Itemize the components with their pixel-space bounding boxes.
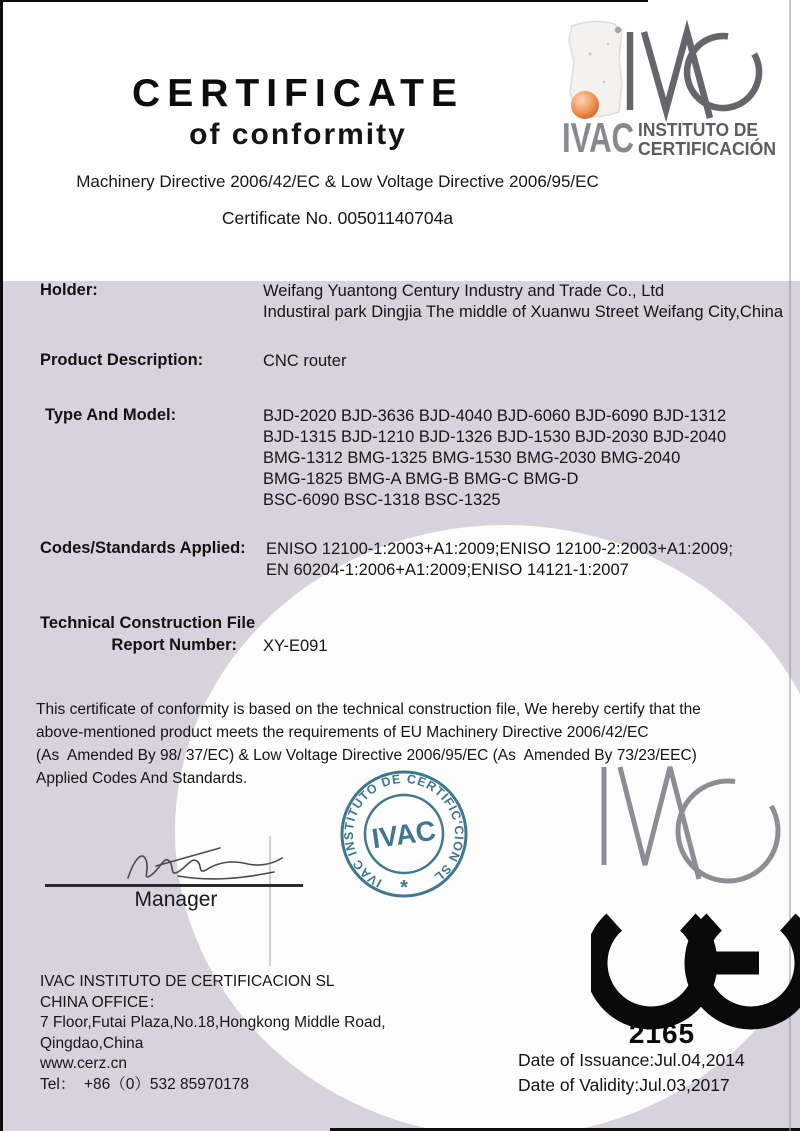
type-model-line-5: BSC-6090 BSC-1318 BSC-1325 <box>263 491 501 509</box>
office-line-6: Tel： +86（0）532 85970178 <box>40 1075 249 1093</box>
office-line-5: www.cerz.cn <box>40 1055 127 1072</box>
codes-line-2: EN 60204-1:2006+A1:2009;ENISO 14121-1:2007 <box>266 561 629 579</box>
ce-mark-icon <box>591 888 800 1038</box>
logo-name: IVAC <box>562 114 634 161</box>
tcf-report-number: XY-E091 <box>263 637 328 655</box>
office-line-2: CHINA OFFICE： <box>40 993 165 1011</box>
tcf-label-line1: Technical Construction File <box>40 614 256 632</box>
holder-label: Holder: <box>40 281 98 299</box>
ivc-monogram-icon <box>630 32 759 118</box>
codes-standards-value <box>266 539 733 581</box>
product-description-label: Product Description: <box>40 351 204 369</box>
signature-line <box>45 884 303 887</box>
scan-edge-left <box>0 0 3 1131</box>
statement-line-1: This certificate of conformity is based on the technical construction file, We hereby certify that the <box>36 701 701 718</box>
validity-dates <box>518 1048 745 1098</box>
holder-value <box>263 281 783 323</box>
codes-standards-label: Codes/Standards Applied: <box>40 539 246 557</box>
ivc-watermark-icon <box>590 753 800 888</box>
date-of-issuance: Date of Issuance:Jul.04,2014 <box>518 1050 745 1070</box>
page-subtitle: of conformity <box>189 118 407 151</box>
page-title: CERTIFICATE <box>132 72 464 115</box>
ivac-stamp-icon <box>334 764 474 904</box>
notified-body-number: 2165 <box>628 1018 696 1049</box>
statement-line-4: Applied Codes And Standards. <box>36 770 248 787</box>
stamp-star: * <box>400 877 408 899</box>
tcf-label-line2: Report Number: <box>111 636 237 654</box>
stamp-ring-text: IVAC INSTITUTO DE CERTIFIC'CION SL <box>341 771 467 891</box>
type-model-label: Type And Model: <box>45 406 177 424</box>
signature-icon <box>120 832 320 892</box>
logo-org-line1: INSTITUTO DE <box>638 120 758 140</box>
statement-line-3: (As Amended By 98/ 37/EC) & Low Voltage Directive 2006/95/EC (As Amended By 73/23/EEC) <box>36 747 697 764</box>
statement-line-2: above-mentioned product meets the requirements of EU Machinery Directive 2006/42/EC <box>36 724 649 741</box>
type-model-line-2: BJD-1315 BJD-1210 BJD-1326 BJD-1530 BJD-2030 BJD-2040 <box>263 428 727 446</box>
type-model-line-1: BJD-2020 BJD-3636 BJD-4040 BJD-6060 BJD-6090 BJD-1312 <box>263 407 727 425</box>
type-model-line-4: BMG-1825 BMG-A BMG-B BMG-C BMG-D <box>263 470 579 488</box>
type-model-value <box>263 406 726 511</box>
stamp-center-text: IVAC <box>369 814 439 855</box>
product-description-value: CNC router <box>263 352 347 370</box>
directives-line: Machinery Directive 2006/42/EC & Low Voltage Directive 2006/95/EC <box>76 172 599 191</box>
codes-line-1: ENISO 12100-1:2003+A1:2009;ENISO 12100-2:2003+A1:2009; <box>266 540 733 558</box>
signatory-role: Manager <box>134 888 218 911</box>
holder-line-1: Weifang Yuantong Century Industry and Trade Co., Ltd <box>263 282 665 300</box>
certificate-number: Certificate No. 00501140704a <box>221 208 454 228</box>
date-of-validity: Date of Validity:Jul.03,2017 <box>518 1075 730 1095</box>
scan-edge-top <box>0 0 648 2</box>
office-address <box>40 972 386 1095</box>
logo-org-line2: CERTIFICACIÓN <box>638 139 779 159</box>
type-model-line-3: BMG-1312 BMG-1325 BMG-1530 BMG-2030 BMG-2040 <box>263 449 681 467</box>
holder-line-2: Industiral park Dingjia The middle of Xuanwu Street Weifang City,China <box>263 303 784 321</box>
office-line-4: Qingdao,China <box>40 1034 144 1052</box>
office-line-1: IVAC INSTITUTO DE CERTIFICACION SL <box>40 973 335 990</box>
office-line-3: 7 Floor,Futai Plaza,No.18,Hongkong Middle Road, <box>40 1014 386 1031</box>
ivac-logo <box>558 14 793 164</box>
